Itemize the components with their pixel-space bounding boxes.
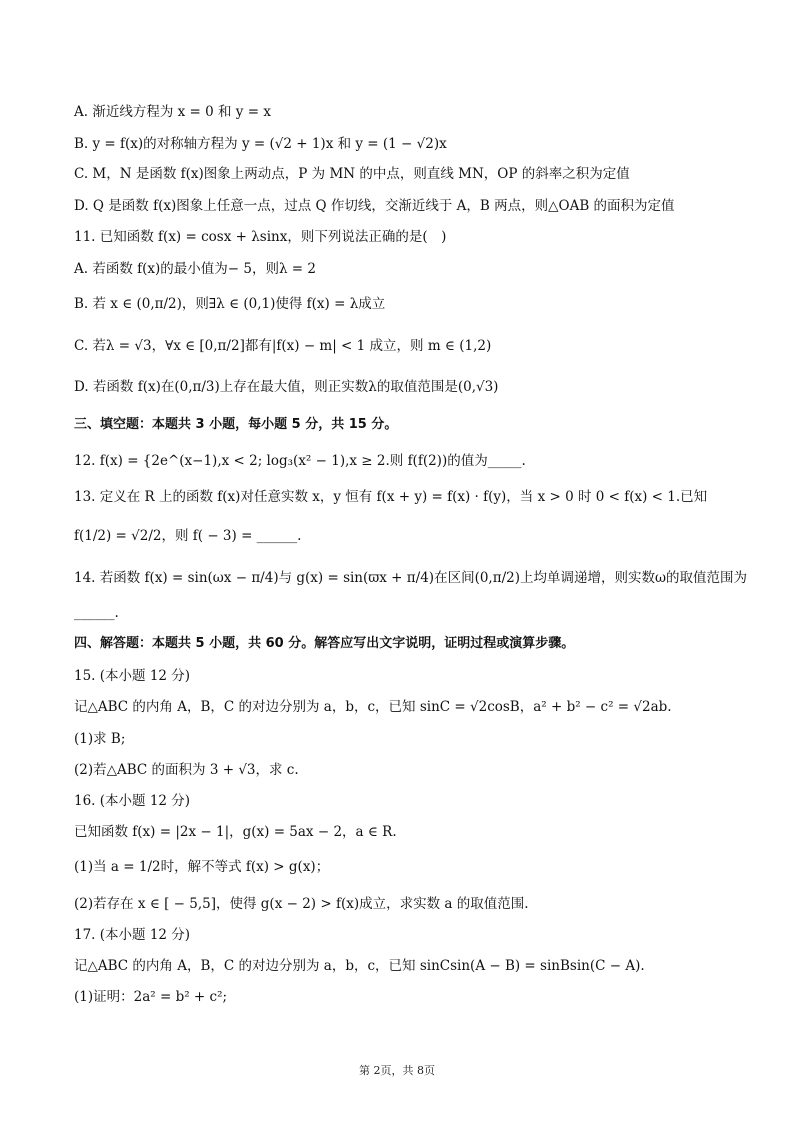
question-13-cont: f(1/2) = √2/2，则 f( − 3) = ______. (74, 528, 302, 544)
option-a-line: A. 渐近线方程为 x = 0 和 y = x (74, 104, 271, 120)
question-11: 11. 已知函数 f(x) = cosx + λsinx，则下列说法正确的是( ) (74, 229, 447, 245)
question-14: 14. 若函数 f(x) = sin(ωx − π/4)与 g(x) = sin(ϖx + π/4)在区间(0,π/2)上均单调递增，则实数ω的取值范围为 (74, 570, 747, 586)
q11-option-d: D. 若函数 f(x)在(0,π/3)上存在最大值，则正实数λ的取值范围是(0,√3) (74, 379, 499, 395)
page-footer: 第 2页，共 8页 (359, 1064, 435, 1077)
section-answers: 四、解答题：本题共 5 小题，共 60 分。解答应写出文字说明，证明过程或演算步骤。 (74, 636, 575, 651)
question-12: 12. f(x) = {2e^(x−1),x < 2; log₃(x² − 1),x ≥ 2.则 f(f(2))的值为_____. (74, 453, 526, 469)
q17-part-1: (1)证明：2a² = b² + c²; (74, 989, 228, 1005)
section-fill-in: 三、填空题：本题共 3 小题，每小题 5 分，共 15 分。 (74, 417, 398, 432)
q11-option-c: C. 若λ = √3，∀x ∈ [0,π/2]都有|f(x) − m| < 1 成立，则 m ∈ (1,2) (74, 338, 492, 354)
q16-stem: 已知函数 f(x) = |2x − 1|，g(x) = 5ax − 2，a ∈ R. (74, 824, 397, 840)
question-16: 16. (本小题 12 分) (74, 793, 191, 809)
option-c-line: C. M，N 是函数 f(x)图象上两动点，P 为 MN 的中点，则直线 MN，OP 的斜率之积为定值 (74, 166, 630, 182)
q17-stem: 记△ABC 的内角 A，B，C 的对边分别为 a，b，c，已知 sinCsin(A − B) = sinBsin(C − A). (74, 958, 645, 974)
q15-part-2: (2)若△ABC 的面积为 3 + √3，求 c. (74, 762, 299, 778)
q16-part-2: (2)若存在 x ∈ [ − 5,5]，使得 g(x − 2) > f(x)成立，求实数 a 的取值范围. (74, 896, 529, 912)
question-13: 13. 定义在 R 上的函数 f(x)对任意实数 x，y 恒有 f(x + y) = f(x) · f(y)，当 x > 0 时 0 < f(x) < 1.已知 (74, 489, 708, 505)
q11-option-b: B. 若 x ∈ (0,π/2)，则∃λ ∈ (0,1)使得 f(x) = λ成立 (74, 296, 386, 312)
q16-part-1: (1)当 a = 1/2时，解不等式 f(x) > g(x)； (74, 859, 330, 875)
q15-stem: 记△ABC 的内角 A，B，C 的对边分别为 a，b，c，已知 sinC = √2cosB，a² + b² − c² = √2ab. (74, 699, 672, 715)
question-17: 17. (本小题 12 分) (74, 927, 191, 943)
option-b-line: B. y = f(x)的对称轴方程为 y = (√2 + 1)x 和 y = (1 − √2)x (74, 136, 447, 152)
q15-part-1: (1)求 B; (74, 731, 126, 747)
question-14-blank: ______. (74, 605, 119, 621)
q11-option-a: A. 若函数 f(x)的最小值为− 5，则λ = 2 (74, 261, 316, 277)
question-15: 15. (本小题 12 分) (74, 668, 191, 684)
option-d-line: D. Q 是函数 f(x)图象上任意一点，过点 Q 作切线，交渐近线于 A，B 两点，则△OAB 的面积为定值 (74, 198, 675, 214)
